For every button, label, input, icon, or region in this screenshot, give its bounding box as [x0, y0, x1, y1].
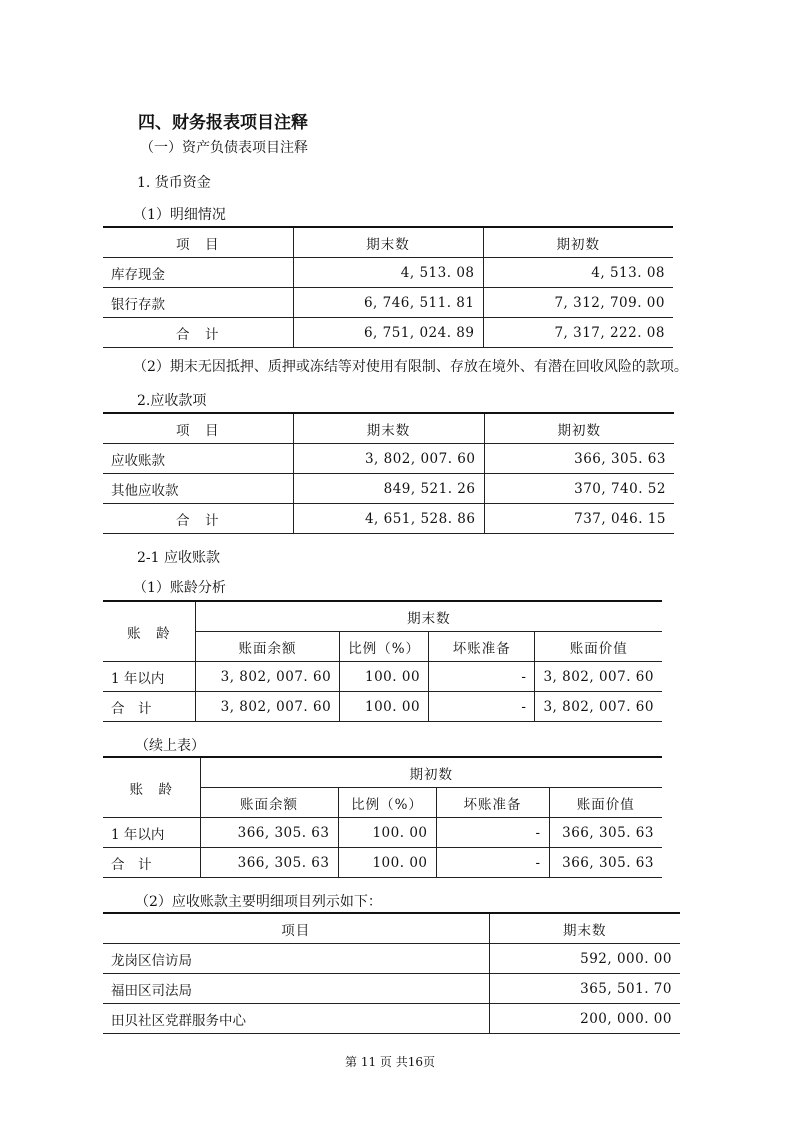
table-row: [103, 288, 673, 318]
col-header-balance: 账面余额: [200, 788, 338, 818]
aging-header: 账 龄: [103, 757, 200, 818]
aging-table-end: [103, 600, 662, 722]
table-row: [103, 944, 680, 974]
item2-title: 2.应收款项: [137, 393, 207, 409]
row-label: 1 年以内: [103, 818, 200, 848]
row-label: 合 计: [103, 848, 200, 878]
group-header: 期末数: [195, 601, 662, 632]
row-label: 合 计: [103, 692, 195, 722]
section-title: 四、财务报表项目注释: [138, 113, 308, 133]
col-header-book-value: 账面价值: [535, 632, 662, 662]
row-label: 合 计: [103, 318, 293, 348]
cell-balance: 366, 305. 63: [200, 818, 338, 848]
aging-table-begin: [103, 756, 662, 878]
cell-balance: 366, 305. 63: [200, 848, 338, 878]
cell-end: 4, 513. 08: [293, 258, 483, 288]
col-header-item: 项 目: [103, 227, 293, 258]
table-row: [103, 974, 680, 1004]
cell-book-value: 366, 305. 63: [549, 818, 662, 848]
cell-end: 6, 751, 024. 89: [293, 318, 483, 348]
receivables-detail-table: [103, 912, 680, 1034]
table-row: [103, 504, 674, 534]
cell-end: 849, 521. 26: [293, 474, 484, 504]
cell-allowance: -: [429, 692, 535, 722]
cell-begin: 7, 312, 709. 00: [483, 288, 673, 318]
table-row: [103, 1004, 680, 1034]
row-label: 田贝社区党群服务中心: [103, 1004, 489, 1034]
table-row: [103, 474, 674, 504]
item21-subtitle-2: （2）应收账款主要明细项目列示如下：: [135, 894, 382, 910]
col-header-item: 项目: [103, 913, 489, 944]
col-header-ratio: 比例（%）: [340, 632, 429, 662]
col-header-end: 期末数: [489, 913, 680, 944]
receivables-table: [103, 412, 674, 534]
item1-note: （2）期末无因抵押、质押或冻结等对使用有限制、存放在境外、有潜在回收风险的款项。: [133, 359, 688, 375]
table-row: [103, 848, 662, 878]
cell-book-value: 3, 802, 007. 60: [535, 662, 662, 692]
cell-ratio: 100. 00: [338, 818, 436, 848]
cell-begin: 370, 740. 52: [484, 474, 674, 504]
cell-ratio: 100. 00: [338, 848, 436, 878]
cell-end: 4, 651, 528. 86: [293, 504, 484, 534]
cell-end: 200, 000. 00: [489, 1004, 680, 1034]
col-header-balance: 账面余额: [195, 632, 339, 662]
row-label: 1 年以内: [103, 662, 195, 692]
row-label: 福田区司法局: [103, 974, 489, 1004]
page-footer: 第 11 页 共16页: [345, 1055, 435, 1069]
cell-allowance: -: [429, 662, 535, 692]
col-header-item: 项 目: [103, 413, 293, 444]
cell-allowance: -: [436, 818, 549, 848]
col-header-end: 期末数: [293, 413, 484, 444]
row-label: 其他应收款: [103, 474, 293, 504]
col-header-end: 期末数: [293, 227, 483, 258]
col-header-begin: 期初数: [483, 227, 673, 258]
row-label: 合 计: [103, 504, 293, 534]
cell-book-value: 366, 305. 63: [549, 848, 662, 878]
cell-end: 3, 802, 007. 60: [293, 444, 484, 474]
item1-title: 1. 货币资金: [137, 175, 211, 191]
row-label: 银行存款: [103, 288, 293, 318]
col-header-book-value: 账面价值: [549, 788, 662, 818]
item1-subtitle: （1）明细情况: [133, 207, 226, 223]
cell-begin: 4, 513. 08: [483, 258, 673, 288]
cell-end: 592, 000. 00: [489, 944, 680, 974]
cell-begin: 737, 046. 15: [484, 504, 674, 534]
table-row: [103, 692, 662, 722]
table-row: [103, 818, 662, 848]
cell-end: 365, 501. 70: [489, 974, 680, 1004]
item21-subtitle: （1）账龄分析: [133, 580, 226, 596]
cell-book-value: 3, 802, 007. 60: [535, 692, 662, 722]
row-label: 库存现金: [103, 258, 293, 288]
table-row: [103, 258, 673, 288]
group-header: 期初数: [200, 757, 662, 788]
cell-balance: 3, 802, 007. 60: [195, 692, 339, 722]
table-row: [103, 444, 674, 474]
col-header-allowance: 坏账准备: [429, 632, 535, 662]
col-header-allowance: 坏账准备: [436, 788, 549, 818]
cell-end: 6, 746, 511. 81: [293, 288, 483, 318]
cell-allowance: -: [436, 848, 549, 878]
cell-ratio: 100. 00: [340, 692, 429, 722]
cell-begin: 366, 305. 63: [484, 444, 674, 474]
col-header-begin: 期初数: [484, 413, 674, 444]
cell-ratio: 100. 00: [340, 662, 429, 692]
cell-begin: 7, 317, 222. 08: [483, 318, 673, 348]
row-label: 龙岗区信访局: [103, 944, 489, 974]
cash-table: [103, 226, 673, 348]
item21-title: 2-1 应收账款: [137, 550, 220, 566]
aging-header: 账 龄: [103, 601, 195, 662]
table-row: [103, 318, 673, 348]
subsection-title: （一）资产负债表项目注释: [140, 140, 308, 156]
cell-balance: 3, 802, 007. 60: [195, 662, 339, 692]
col-header-ratio: 比例（%）: [338, 788, 436, 818]
row-label: 应收账款: [103, 444, 293, 474]
table-row: [103, 662, 662, 692]
continued-label: （续上表）: [135, 738, 205, 754]
